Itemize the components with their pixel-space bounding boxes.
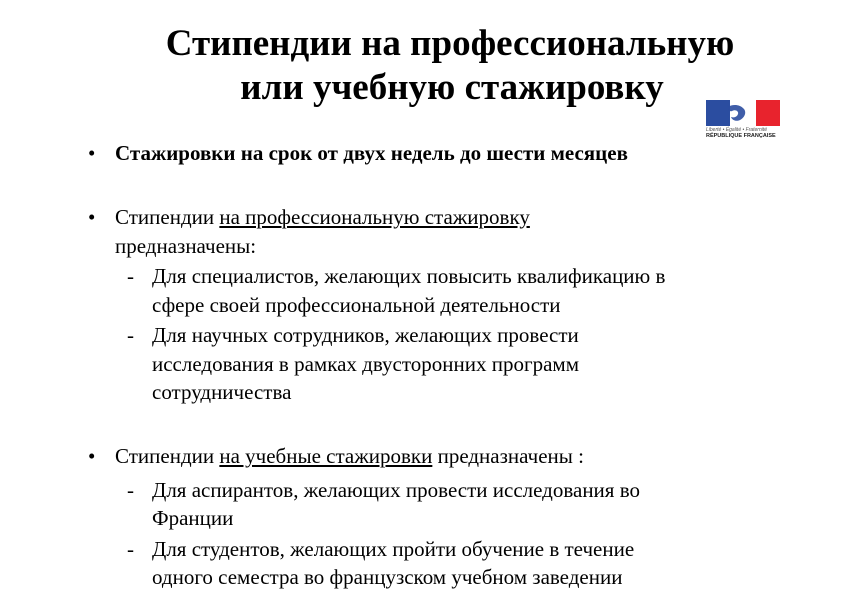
sub-item-phd-line-2: Франции	[152, 506, 234, 530]
sub-item-phd-line-1: Для аспирантов, желающих провести исследования во	[152, 478, 640, 502]
bullet-text: Стажировки на срок от двух недель до шести месяцев	[115, 141, 628, 165]
bullet-dot: •	[88, 205, 96, 229]
study-internship-underlined: на учебные стажировки	[219, 444, 433, 468]
slide-title-line-2: или учебную стажировку	[240, 67, 664, 108]
slide-title-line-1: Стипендии на профессиональную	[165, 23, 735, 64]
sub-item-researchers-line-1: Для научных сотрудников, желающих провести	[152, 323, 579, 347]
sub-item-specialists-line-2: сфере своей профессиональной деятельности	[152, 293, 561, 317]
sub-item-students-line-2: одного семестра во французском учебном заведении	[152, 565, 623, 589]
sub-item-specialists-line-1: Для специалистов, желающих повысить квалификацию в	[152, 264, 666, 288]
bullet-prefix: Стипендии	[115, 444, 220, 468]
sub-item-dash: -	[127, 323, 134, 347]
marianne-flag-icon	[706, 100, 780, 126]
logo-motto: Liberté • Égalité • Fraternité	[706, 127, 768, 133]
sub-item-dash: -	[127, 478, 134, 502]
sub-item-dash: -	[127, 537, 134, 561]
bullet-text	[115, 442, 584, 471]
bullet-prefix: Стипендии	[115, 205, 220, 229]
sub-item-researchers-line-2: исследования в рамках двусторонних программ	[152, 352, 579, 376]
bullet-dot: •	[88, 444, 96, 468]
sub-item-researchers-line-3: сотрудничества	[152, 380, 292, 404]
professional-internship-underlined: на профессиональную стажировку	[219, 205, 530, 229]
bullet-suffix: предназначены :	[432, 444, 584, 468]
logo-republique-francaise: RÉPUBLIQUE FRANÇAISE	[706, 133, 776, 139]
sub-item-students-line-1: Для студентов, желающих пройти обучение в течение	[152, 537, 635, 561]
bullet-continuation: предназначены:	[115, 234, 257, 258]
republique-francaise-logo	[706, 100, 780, 139]
bullet-text	[115, 203, 530, 232]
bullet-dot: •	[88, 141, 96, 165]
sub-item-dash: -	[127, 264, 134, 288]
slide-title	[0, 22, 842, 110]
